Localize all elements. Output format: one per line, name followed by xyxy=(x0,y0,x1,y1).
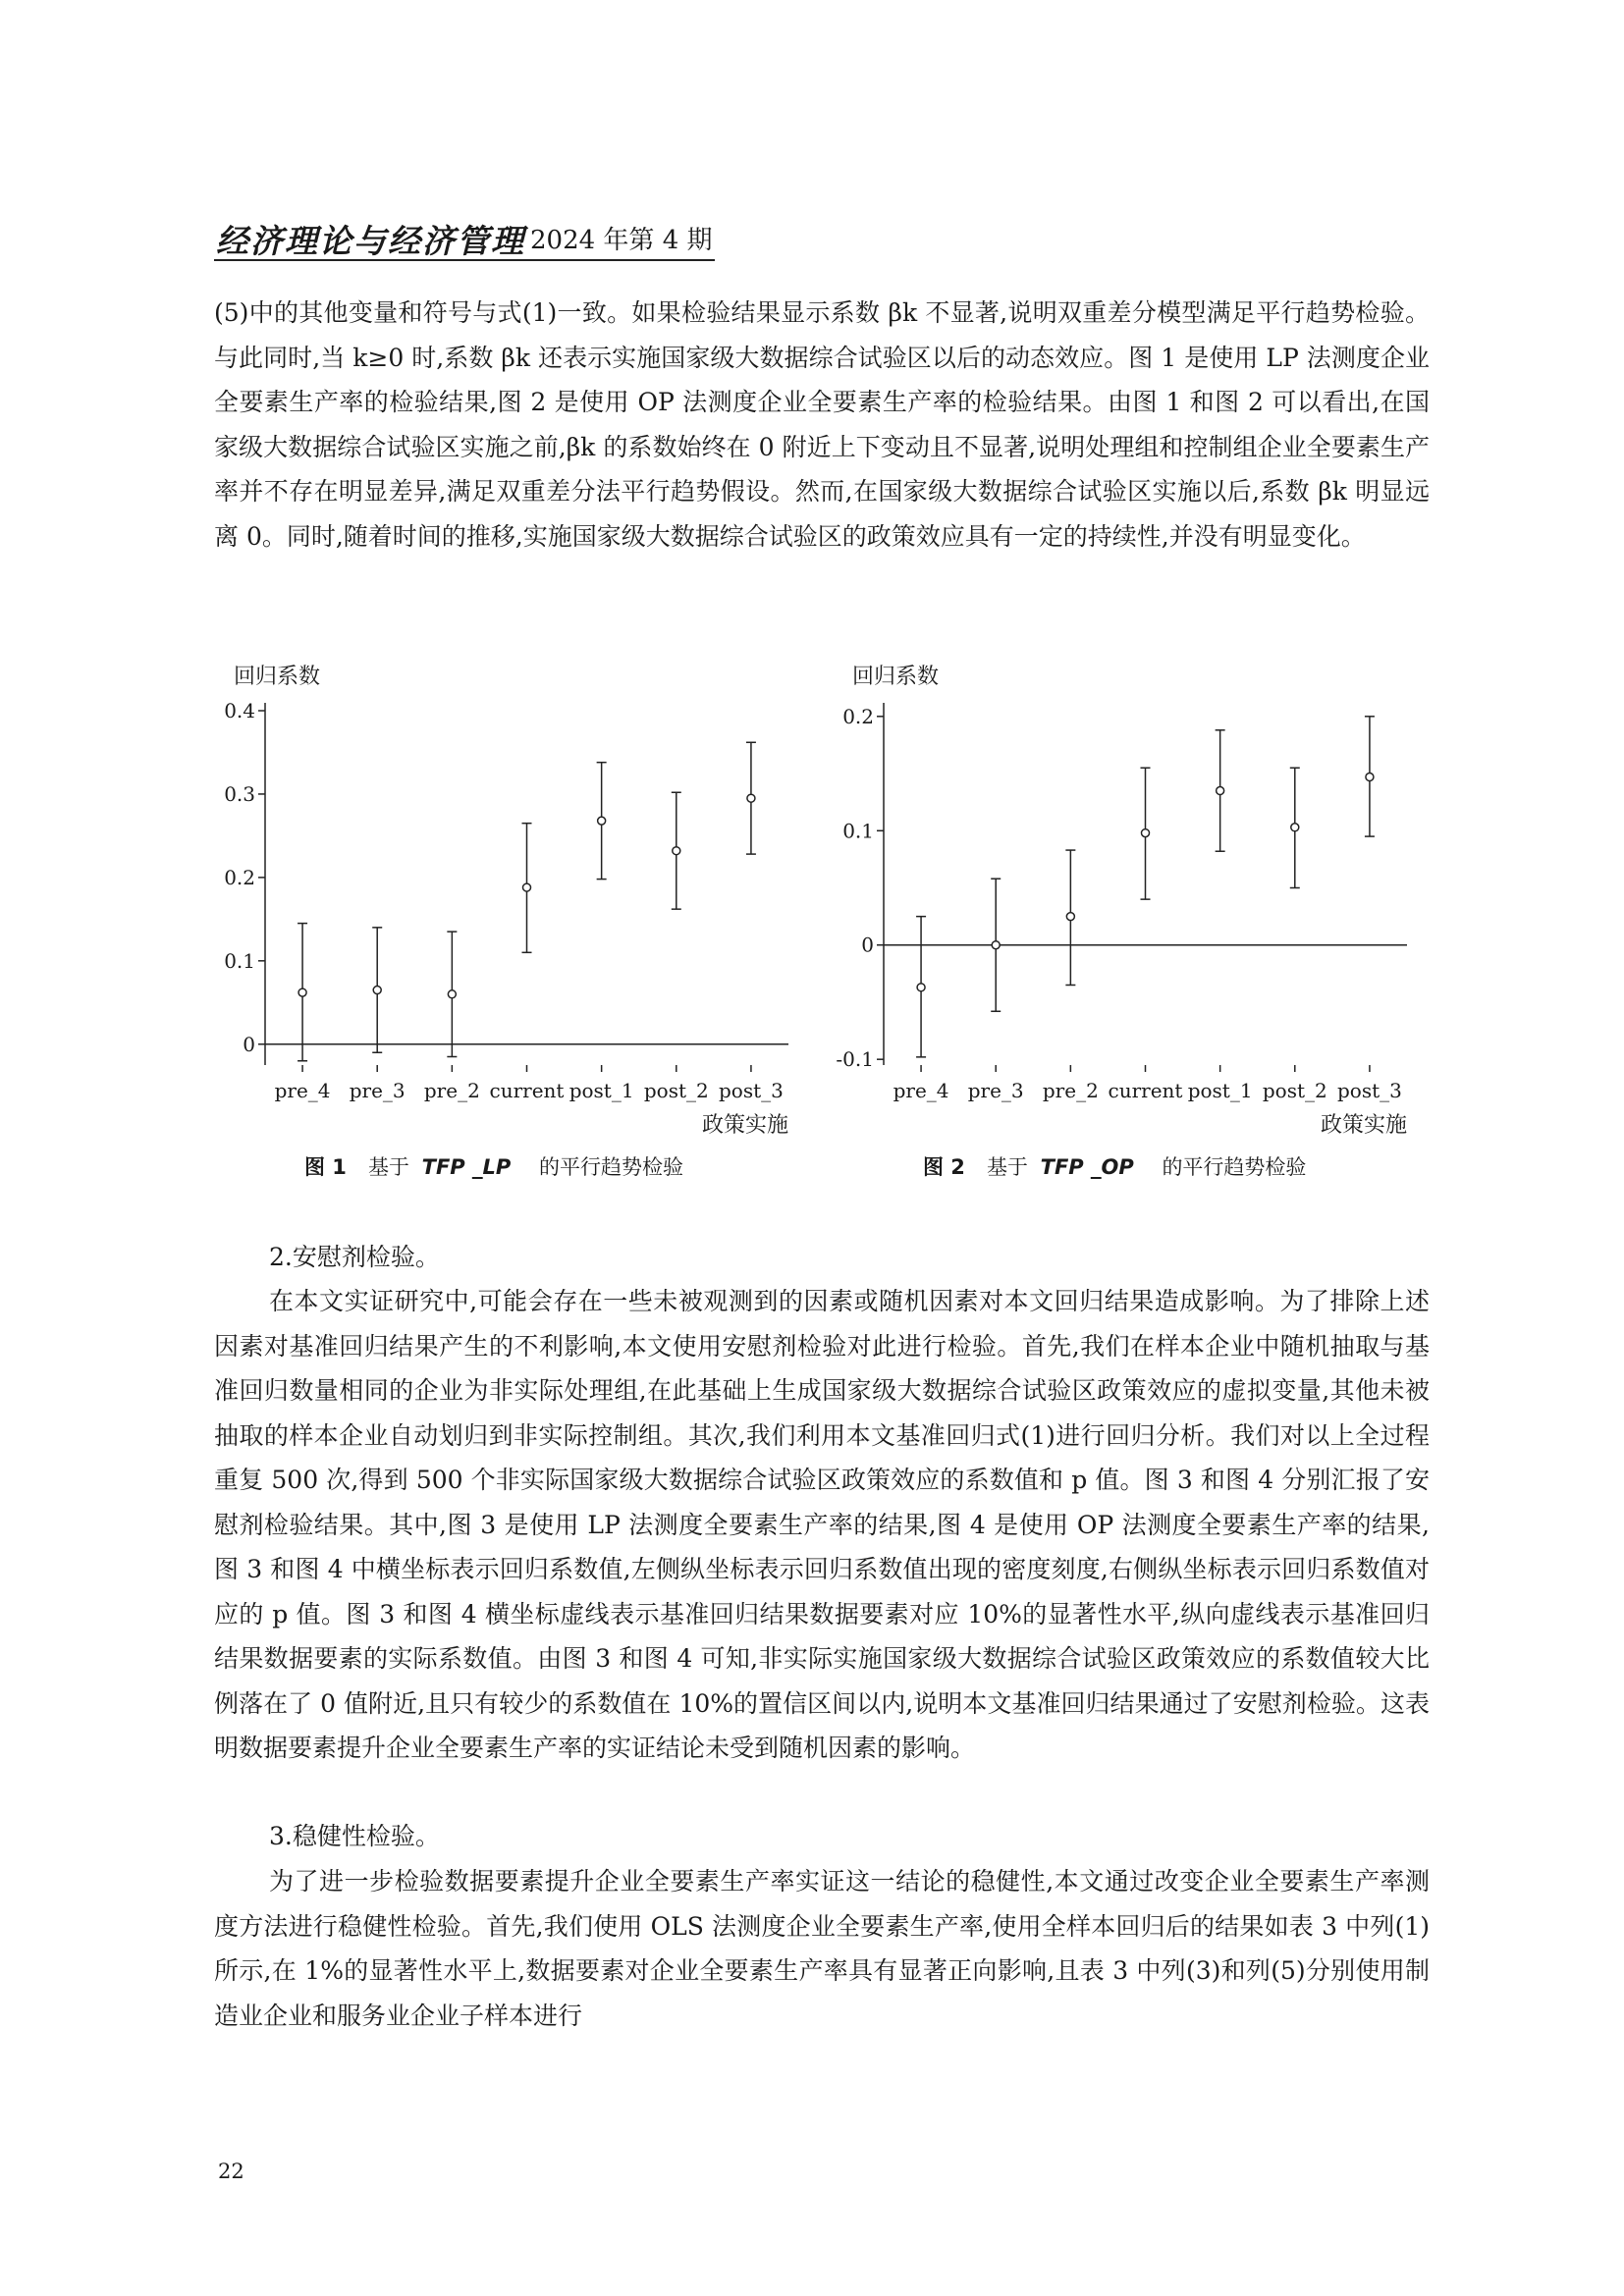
figure-2-number: 图 2 xyxy=(923,1155,965,1179)
c2-x-axis-label: 政策实施 xyxy=(1320,1113,1407,1138)
figure-1-variable: TFP _LP xyxy=(421,1155,512,1179)
section-heading-robustness: 3.稳健性检验。 xyxy=(269,1822,440,1850)
c1-y-tick-label: 0.3 xyxy=(224,781,255,806)
c1-y-tick-label: 0.4 xyxy=(224,699,255,722)
c1-x-tick-label: pre_2 xyxy=(423,1079,480,1102)
c1-point xyxy=(747,794,755,802)
figure-1-caption-tail: 的平行趋势检验 xyxy=(538,1155,683,1179)
page-number: 22 xyxy=(218,2160,244,2183)
figure-2-chart xyxy=(836,660,1422,1138)
c1-x-tick-label: pre_4 xyxy=(274,1079,331,1102)
c1-y-tick-label: 0.1 xyxy=(224,948,255,973)
page-header xyxy=(214,212,715,261)
c1-y-tick-label: 0 xyxy=(243,1032,255,1056)
c2-y-tick-label: -0.1 xyxy=(836,1047,874,1072)
issue-number: 2024 年第 4 期 xyxy=(530,226,713,255)
c2-point xyxy=(1291,824,1299,831)
c1-x-tick-label: post_2 xyxy=(643,1079,709,1102)
c1-y-axis-label: 回归系数 xyxy=(234,665,321,689)
c1-point xyxy=(673,847,680,855)
c1-point xyxy=(298,988,306,996)
c1-x-tick-label: pre_3 xyxy=(349,1079,406,1102)
section-heading-placebo: 2.安慰剂检验。 xyxy=(269,1243,440,1271)
figure-2-caption-tail: 的平行趋势检验 xyxy=(1162,1155,1307,1179)
journal-title: 经济理论与经济管理 xyxy=(216,222,525,260)
figure-1-chart xyxy=(224,660,803,1138)
c1-x-tick-label: post_3 xyxy=(718,1079,784,1102)
c1-x-tick-label: post_1 xyxy=(568,1079,634,1102)
paragraph-2: 在本文实证研究中,可能会存在一些未被观测到的因素或随机因素对本文回归结果造成影响。为了排除上述因素对基准回归结果产生的不利影响,本文使用安慰剂检验对此进行检验。首先,我们在样本企业中随机抽取与基准回归数量相同的企业为非实际处理组,在此基础上生成国家级大数据综合试验区政策效应的虚拟变量,其他未被抽取的样本企业自动划归到非实际控制组。其次,我们利用本文基准回归式(1)进行回归分析。我们对以上全过程重复 500 次,得到 500 个非实际国家级大数据综合试验区政策效应的系数值和 p 值。图 3 和图 4 分别汇报了安慰剂检验结果。其中,图 3 是使用 LP 法测度全要素生产率的结果,图 4 是使用 OP 法测度全要素生产率的结果,图 3 和图 4 中横坐标表示回归系数值,左侧纵坐标表示回归系数值出现的密度刻度,右侧纵坐标表示回归系数值对应的 p 值。图 3 和图 4 横坐标虚线表示基准回归结果数据要素对应 10%的显著性水平,纵向虚线表示基准回归结果数据要素的实际系数值。由图 3 和图 4 可知,非实际实施国家级大数据综合试验区政策效应的系数值较大比例落在了 0 值附近,且只有较少的系数值在 10%的置信区间以内,说明本文基准回归结果通过了安慰剂检验。这表明数据要素提升企业全要素生产率的实证结论未受到随机因素的影响。 xyxy=(214,1287,1430,1762)
figure-2-caption xyxy=(923,1151,1306,1181)
c2-x-tick-label: pre_3 xyxy=(967,1079,1024,1102)
c2-point xyxy=(1366,774,1374,781)
c1-point xyxy=(598,817,606,825)
c2-y-axis-label: 回归系数 xyxy=(852,665,940,689)
figure-2-variable: TFP _OP xyxy=(1040,1155,1134,1179)
c2-x-tick-label: pre_2 xyxy=(1042,1079,1099,1102)
c1-y-tick-label: 0.2 xyxy=(224,865,255,889)
figure-2-caption-text: 基于 xyxy=(986,1155,1028,1179)
paragraph-3: 为了进一步检验数据要素提升企业全要素生产率实证这一结论的稳健性,本文通过改变企业全要素生产率测度方法进行稳健性检验。首先,我们使用 OLS 法测度企业全要素生产率,使用全样本回归后的结果如表 3 中列(1)所示,在 1%的显著性水平上,数据要素对企业全要素生产率具有显著正向影响,且表 3 中列(3)和列(5)分别使用制造业企业和服务业企业子样本进行 xyxy=(214,1867,1430,2030)
figure-1-caption xyxy=(304,1151,683,1181)
figure-1-number: 图 1 xyxy=(304,1155,347,1179)
c2-y-tick-label: 0 xyxy=(861,933,874,957)
c2-point xyxy=(917,984,925,991)
c2-point xyxy=(1066,913,1074,921)
c2-x-tick-label: post_3 xyxy=(1336,1079,1402,1102)
c2-x-tick-label: pre_4 xyxy=(893,1079,949,1102)
c1-x-tick-label: current xyxy=(489,1079,565,1102)
c1-point xyxy=(373,987,381,994)
c2-point xyxy=(1142,829,1150,837)
c2-x-tick-label: current xyxy=(1108,1079,1183,1102)
c2-x-tick-label: post_1 xyxy=(1187,1079,1253,1102)
c2-x-tick-label: post_2 xyxy=(1262,1079,1327,1102)
c2-point xyxy=(1217,787,1224,795)
c1-point xyxy=(448,990,456,998)
c1-point xyxy=(523,883,531,891)
paragraph-1: (5)中的其他变量和符号与式(1)一致。如果检验结果显示系数 βk 不显著,说明双重差分模型满足平行趋势检验。与此同时,当 k≥0 时,系数 βk 还表示实施国家级大数据综合试验区以后的动态效应。图 1 是使用 LP 法测度企业全要素生产率的检验结果,图 2 是使用 OP 法测度企业全要素生产率的检验结果。由图 1 和图 2 可以看出,在国家级大数据综合试验区实施之前,βk 的系数始终在 0 附近上下变动且不显著,说明处理组和控制组企业全要素生产率并不存在明显差异,满足双重差分法平行趋势假设。然而,在国家级大数据综合试验区实施以后,系数 βk 明显远离 0。同时,随着时间的推移,实施国家级大数据综合试验区的政策效应具有一定的持续性,并没有明显变化。 xyxy=(214,298,1430,551)
c2-y-tick-label: 0.1 xyxy=(842,819,874,843)
c2-point xyxy=(992,941,1000,949)
figure-1-caption-text: 基于 xyxy=(367,1155,409,1179)
c2-y-tick-label: 0.2 xyxy=(842,704,874,728)
c1-x-axis-label: 政策实施 xyxy=(701,1113,788,1138)
